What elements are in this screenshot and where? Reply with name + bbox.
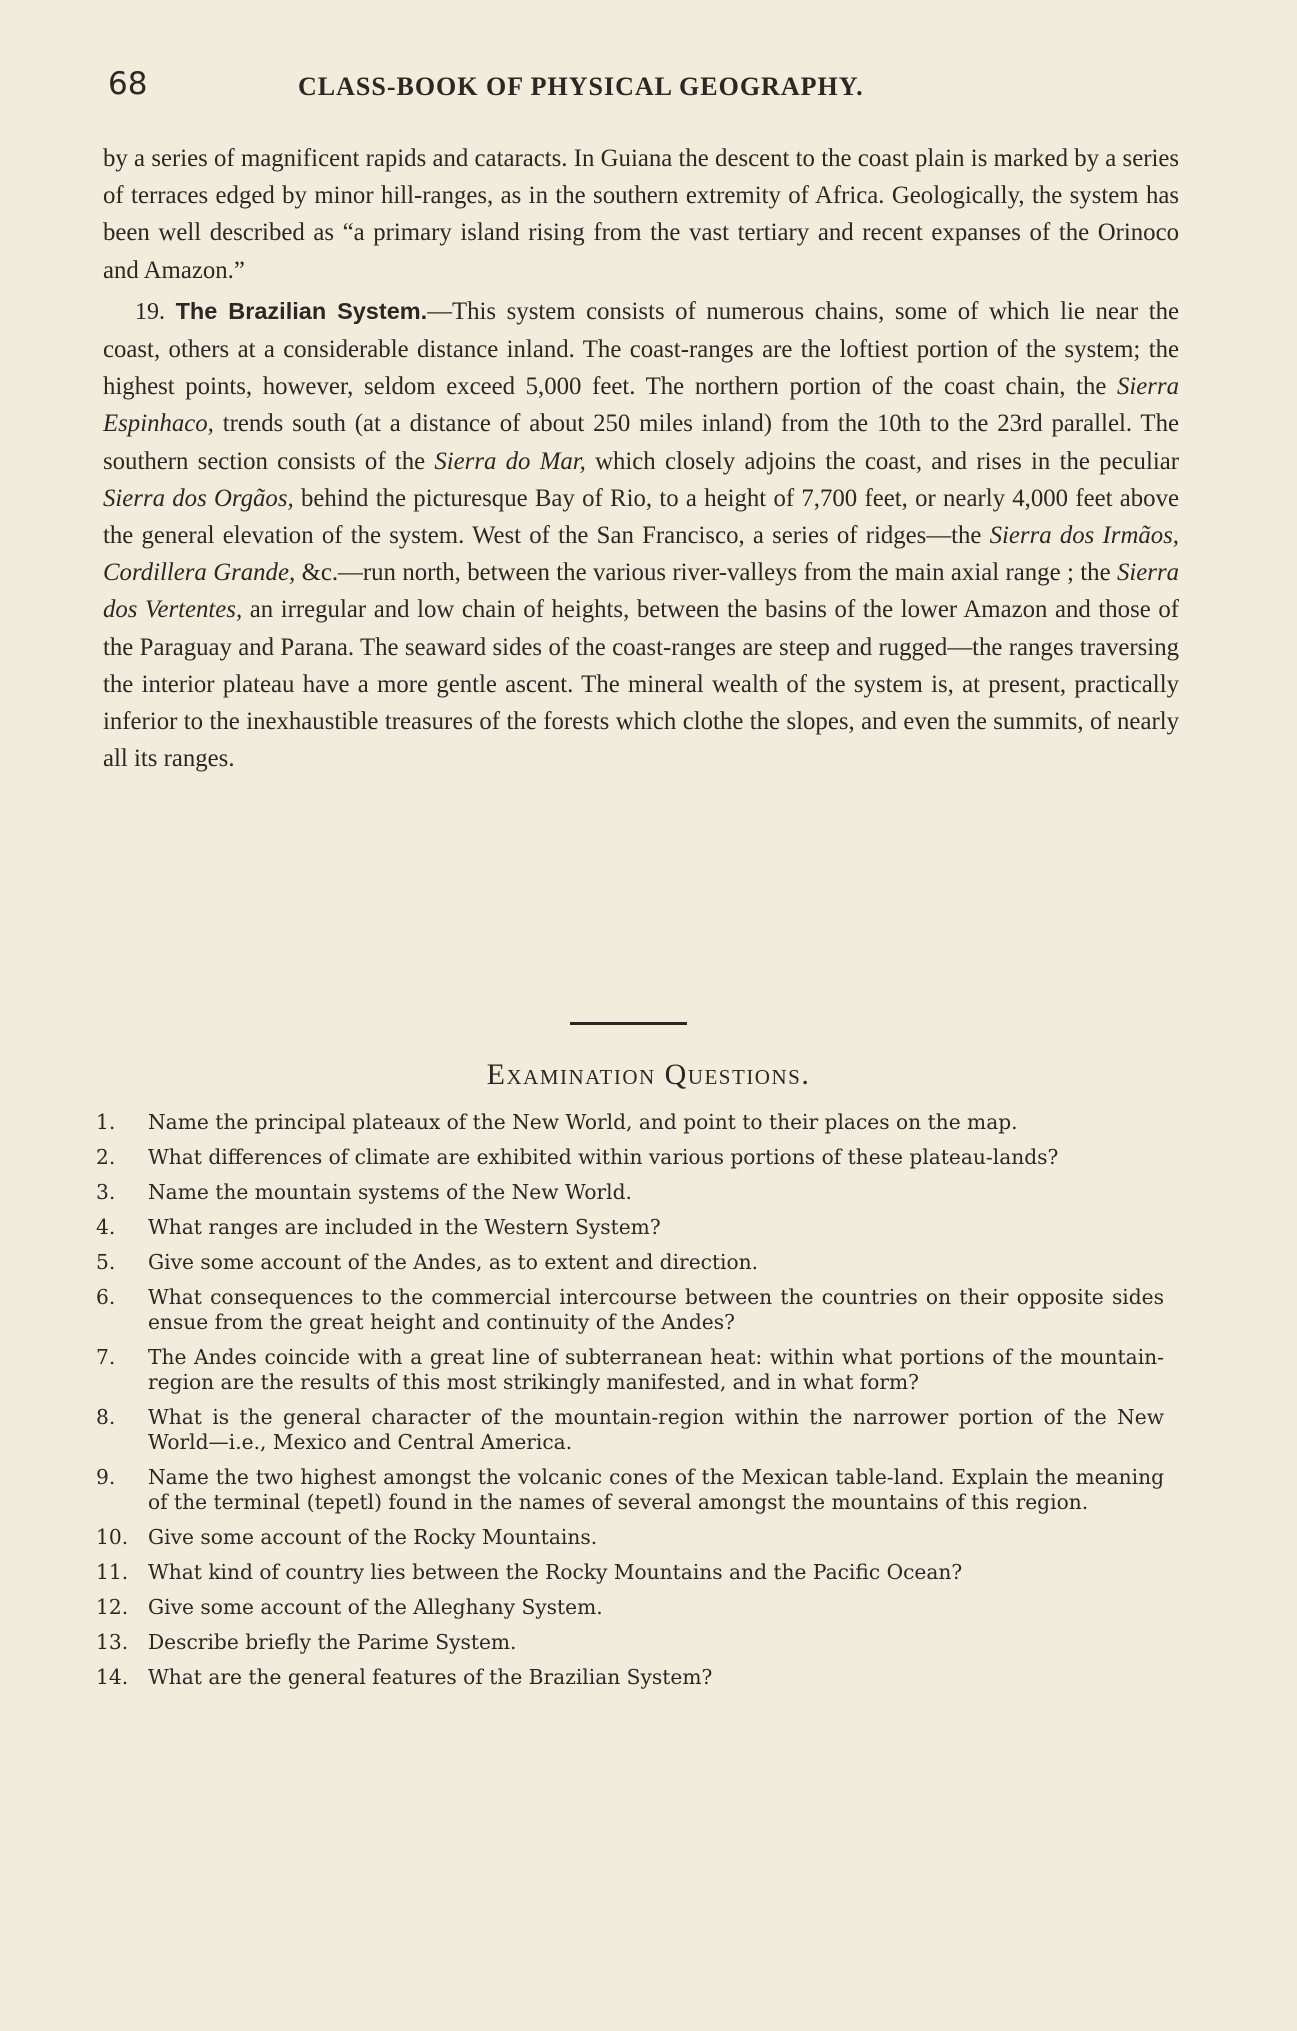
question-text: Give some account of the Andes, as to extent and direction.: [148, 1250, 759, 1274]
question-list: [96, 1110, 1164, 1700]
question-item: [96, 1285, 1164, 1335]
question-item: [96, 1180, 1164, 1205]
question-item: [96, 1345, 1164, 1395]
exam-title: Examination Questions.: [486, 1058, 811, 1091]
question-number: 1.: [96, 1110, 116, 1134]
section-number: 19.: [135, 298, 165, 325]
question-number: 14.: [96, 1665, 129, 1689]
paragraph-continuation: by a series of magnificent rapids and cataracts. In Guiana the descent to the coast plain is marked by a series of terraces edged by minor hill-ranges, as in the southern extremity of Africa. Geologically, the system has been well described as “a primary island rising from the vast tertiary and recent expanses of the Orinoco and Amazon.”: [103, 145, 1179, 284]
text-run: —This system consists of numerous chains, some of which lie near the coast, others at a considerable distance inland. The coast-ranges are the loftiest portion of the system; the highest points, however, seldom exceed 5,000 feet. The northern portion of the coast chain, the: [103, 297, 1179, 401]
section-divider: [570, 1022, 687, 1025]
text-run: trends south (at a distance of about 250 miles inland) from the 10th to the 23rd parallel. The southern section consists of the: [103, 410, 1179, 475]
question-text: Describe briefly the Parime System.: [148, 1630, 517, 1654]
question-number: 5.: [96, 1250, 116, 1274]
place-name: Sierra Espinhaco,: [103, 373, 1179, 438]
question-text: Name the mountain systems of the New World.: [148, 1180, 632, 1204]
question-text: What is the general character of the mountain-region within the narrower portion of the New World—i.e., Mexico and Central America.: [148, 1405, 1164, 1454]
question-item: [96, 1405, 1164, 1455]
question-item: [96, 1465, 1164, 1515]
running-head: CLASS-BOOK OF PHYSICAL GEOGRAPHY.: [298, 72, 864, 101]
question-text: The Andes coincide with a great line of subterranean heat: within what portions of the mountain-region are the results of this most strikingly manifested, and in what form?: [148, 1345, 1164, 1394]
question-number: 13.: [96, 1630, 129, 1654]
question-number: 6.: [96, 1285, 116, 1309]
question-number: 11.: [96, 1560, 129, 1584]
question-item: [96, 1215, 1164, 1240]
question-number: 7.: [96, 1345, 116, 1369]
text-run: which closely adjoins the coast, and rises in the peculiar: [585, 447, 1179, 475]
question-item: [96, 1630, 1164, 1655]
question-number: 2.: [96, 1145, 116, 1169]
section-heading: The Brazilian System.: [175, 297, 428, 324]
question-text: Give some account of the Alleghany System.: [148, 1595, 603, 1619]
text-run: an irregular and low chain of heights, between the basins of the lower Amazon and those of the Paraguay and Parana. The seaward sides of the coast-ranges are steep and rugged—the ranges traversing the interior plateau have a more gentle ascent. The mineral wealth of the system is, at present, practically inferior to the inexhaustible treasures of the forests which clothe the slopes, and even the summits, of nearly all its ranges.: [103, 596, 1179, 773]
page-number: 68: [108, 66, 148, 102]
question-text: What kind of country lies between the Rocky Mountains and the Pacific Ocean?: [148, 1560, 963, 1584]
question-text: What are the general features of the Brazilian System?: [148, 1665, 713, 1689]
text-run: &c.—run north, between the various river-valleys from the main axial range ; the: [295, 559, 1117, 587]
question-item: [96, 1145, 1164, 1170]
question-item: [96, 1665, 1164, 1690]
question-number: 9.: [96, 1465, 116, 1489]
question-item: [96, 1595, 1164, 1620]
question-number: 12.: [96, 1595, 129, 1619]
question-number: 10.: [96, 1525, 129, 1549]
question-number: 3.: [96, 1180, 116, 1204]
question-item: [96, 1560, 1164, 1585]
question-text: What differences of climate are exhibited within various portions of these plateau-lands?: [148, 1145, 1059, 1169]
body-text: [103, 140, 1179, 777]
paragraph-brazilian-system: [103, 293, 1179, 778]
question-number: 8.: [96, 1405, 116, 1429]
page-header: [108, 66, 1174, 106]
place-name: Sierra dos Orgãos,: [103, 484, 294, 512]
question-text: Give some account of the Rocky Mountains.: [148, 1525, 598, 1549]
question-text: Name the principal plateaux of the New World, and point to their places on the map.: [148, 1110, 1018, 1134]
question-item: [96, 1525, 1164, 1550]
question-number: 4.: [96, 1215, 116, 1239]
place-name: Sierra dos Irmãos, Cordillera Grande,: [103, 522, 1179, 587]
question-text: What ranges are included in the Western System?: [148, 1215, 661, 1239]
question-text: Name the two highest amongst the volcanic cones of the Mexican table-land. Explain the meaning of the terminal (tepetl) found in the names of several amongst the mountains of this region.: [148, 1465, 1164, 1514]
question-text: What consequences to the commercial intercourse between the countries on their opposite sides ensue from the great height and continuity of the Andes?: [148, 1285, 1164, 1334]
place-name: Sierra dos Vertentes,: [103, 559, 1179, 624]
question-item: [96, 1110, 1164, 1135]
place-name: Sierra do Mar,: [434, 447, 586, 475]
question-item: [96, 1250, 1164, 1275]
text-run: behind the picturesque Bay of Rio, to a height of 7,700 feet, or nearly 4,000 feet above the general elevation of the system. West of the San Francisco, a series of ridges—the: [103, 484, 1179, 550]
